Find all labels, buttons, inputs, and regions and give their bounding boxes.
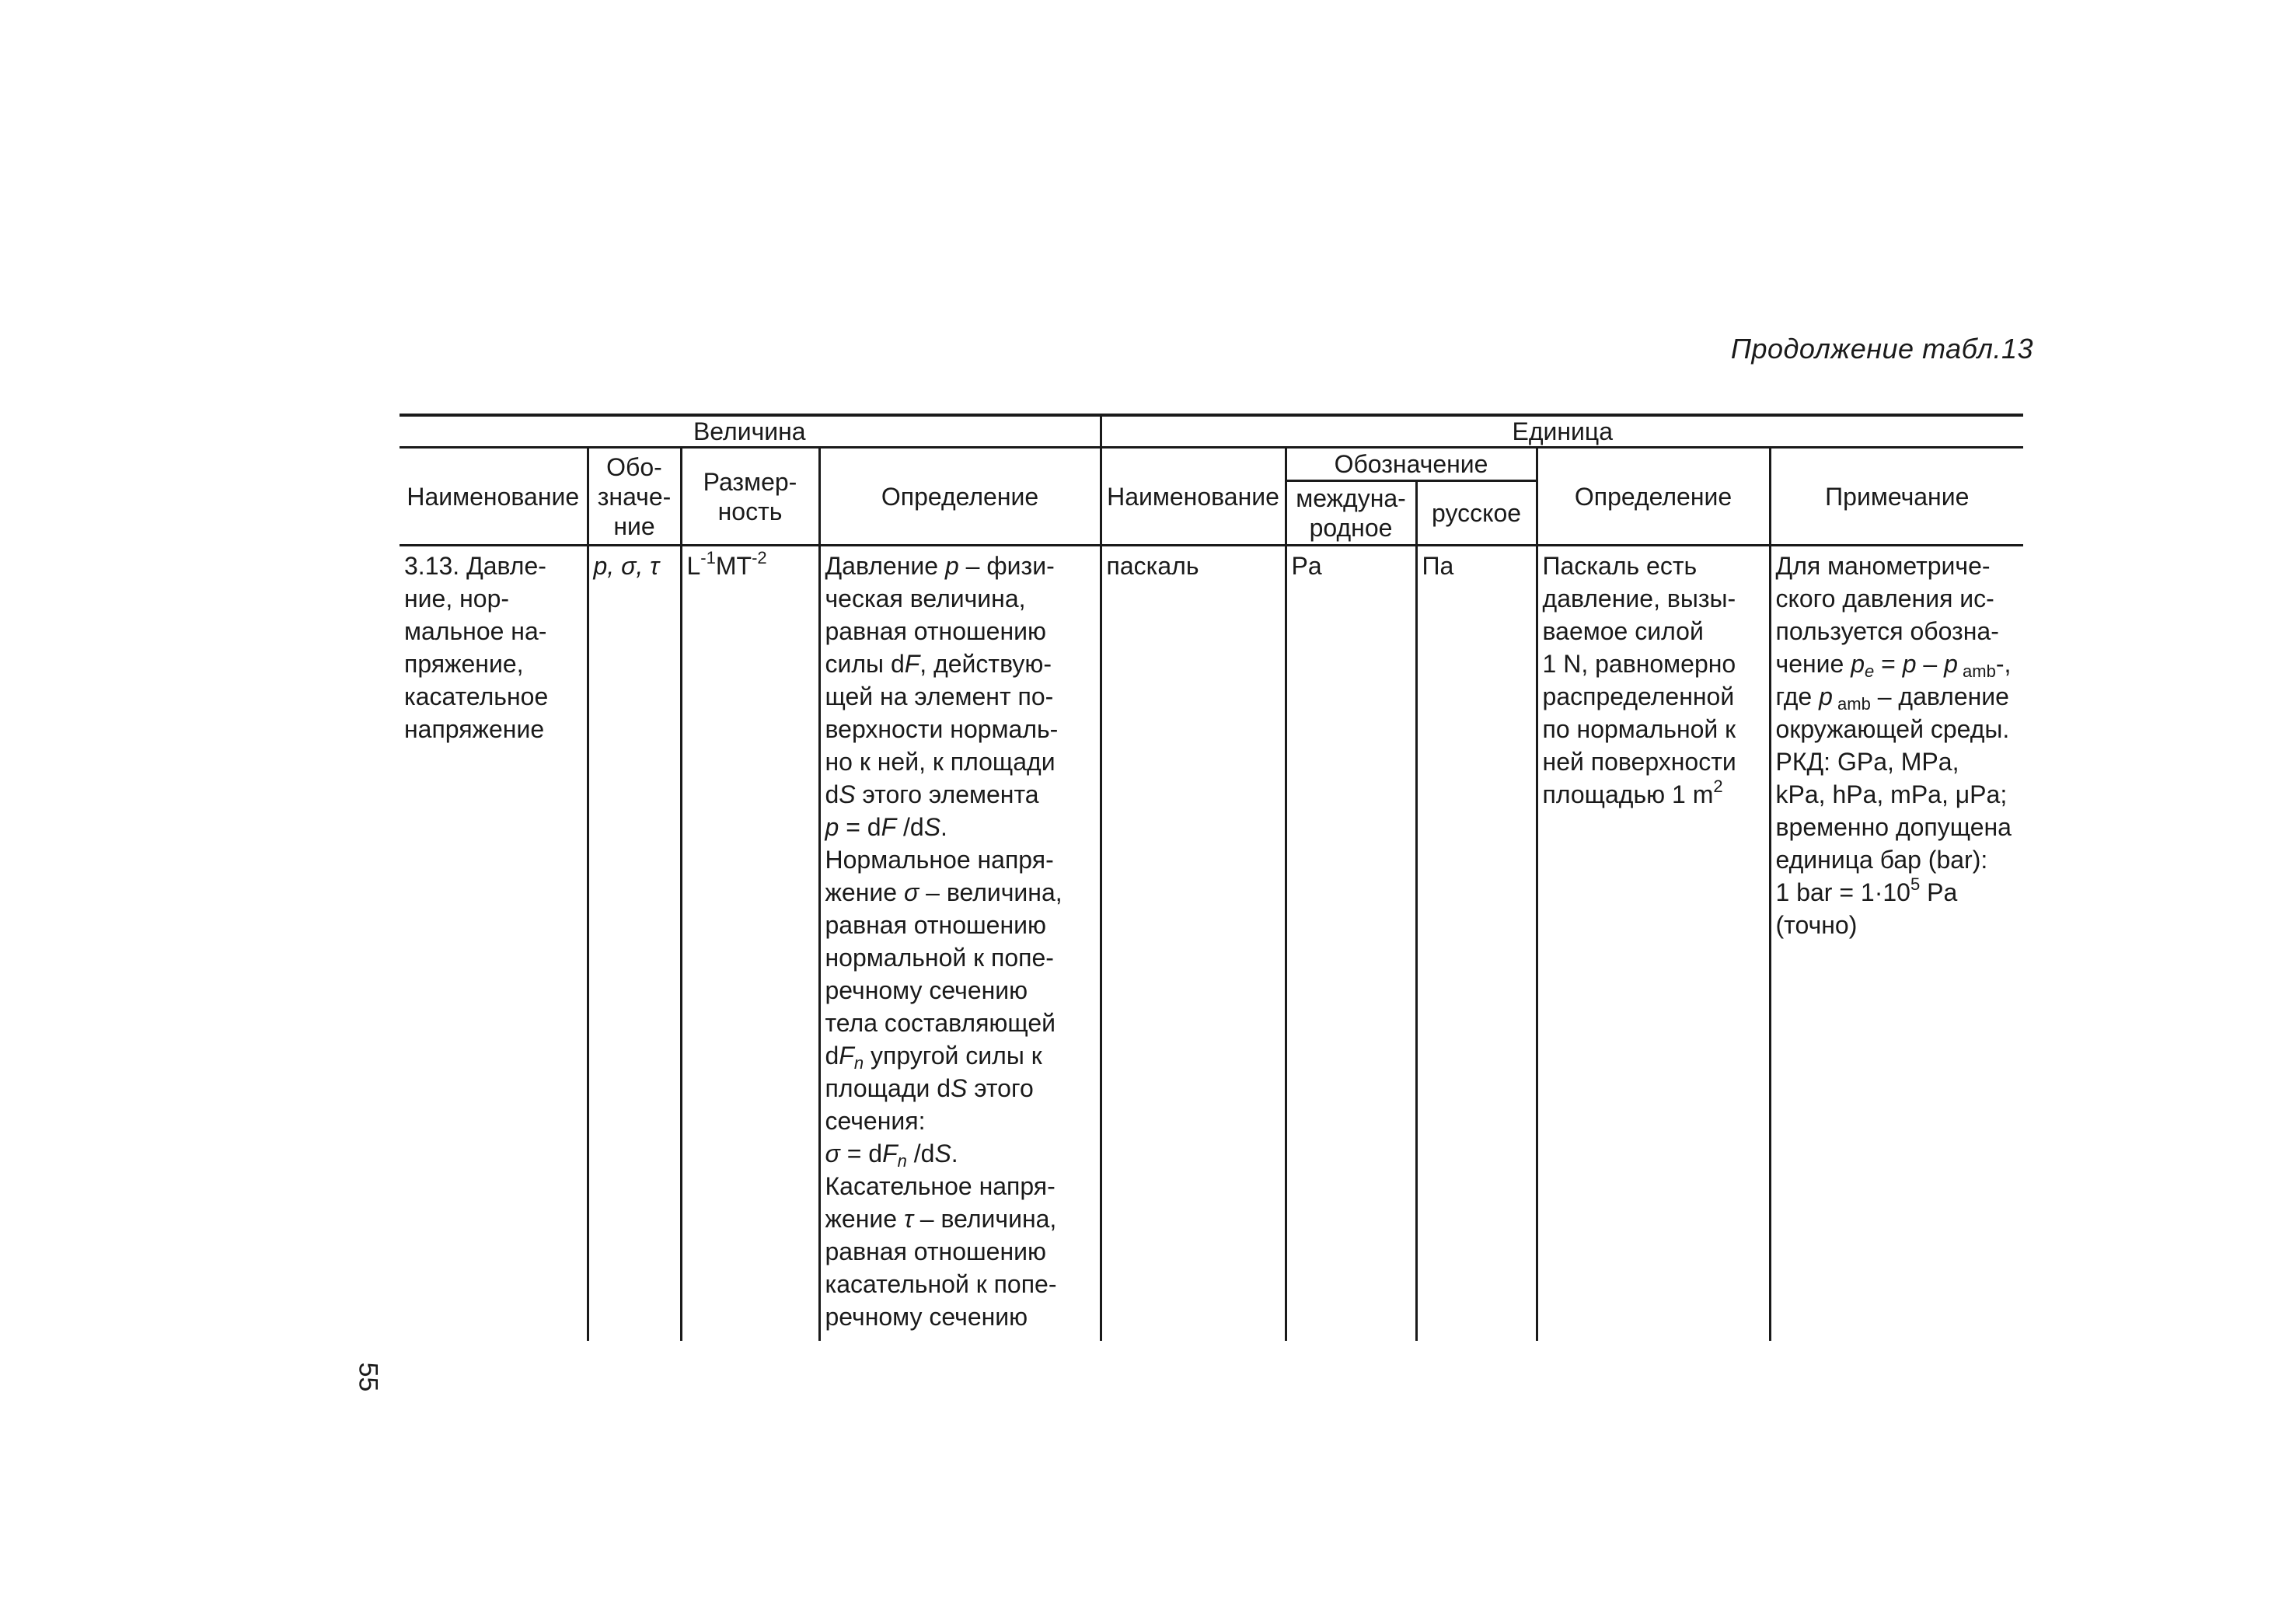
unit-def-line: распределенной (1542, 682, 1735, 710)
unit-def-line: 1 N, равномерно (1542, 650, 1736, 678)
header-dimension-line: Размер- (703, 467, 797, 496)
def-line: но к ней, к площади (825, 748, 1056, 776)
name-line: касательное (404, 682, 549, 710)
header-symbol-line: Обо- (606, 452, 662, 481)
def-line: равная отношению (825, 911, 1047, 939)
page-number: 55 (353, 1362, 383, 1392)
dimension-base-L: L (686, 552, 701, 580)
cell-note (1770, 546, 2023, 1342)
def-line: речному сечению (825, 1303, 1028, 1331)
note-line: окружающей среды. (1775, 715, 2010, 743)
dimension-base-MT: MT (715, 552, 752, 580)
header-symbol (588, 448, 681, 546)
def-formula: $\sigma = dF_n$ /dS. (825, 1140, 958, 1171)
note-line: Для манометриче- (1775, 552, 1991, 580)
dimension-exp-L: -1 (700, 548, 716, 567)
header-dimension-line: ность (717, 497, 783, 525)
header-unit-definition: Определение (1537, 448, 1770, 546)
header-international-line: междуна- (1296, 484, 1406, 512)
unit-def-line: площадью 1 $m^2$ (1542, 777, 1723, 808)
note-line: 1 bar = $1\cdot 10^5$ Pa (1775, 874, 1958, 906)
def-line: равная отношению (825, 617, 1047, 645)
header-symbol-line: значе- (597, 482, 672, 511)
def-line: верхности нормаль- (825, 715, 1059, 743)
table-caption: Продолжение табл.13 (1730, 333, 2033, 365)
note-line: где p $_{amb}$ – давление (1775, 682, 2009, 714)
name-line: пряжение, (404, 650, 524, 678)
def-line: силы dF, действую- (825, 650, 1052, 678)
def-line: речному сечению (825, 976, 1028, 1004)
header-definition: Определение (819, 448, 1101, 546)
cell-symbol: p, σ, τ (588, 546, 681, 1342)
header-designation: Обозначение (1286, 448, 1537, 481)
def-line: тела составляющей (825, 1009, 1056, 1037)
cell-international: Pa (1286, 546, 1416, 1342)
header-dimension (681, 448, 819, 546)
note-line: (точно) (1775, 911, 1858, 939)
def-line: нормальной к попе- (825, 944, 1054, 972)
def-line: щей на элемент по- (825, 682, 1054, 710)
header-quantity-group: Величина (400, 415, 1101, 448)
note-line: чение $p_e = p - p$ $_{amb}$-, (1775, 650, 2012, 681)
name-line: напряжение (404, 715, 545, 743)
header-international-line: родное (1309, 514, 1393, 542)
def-line: жение σ – величина, (825, 878, 1063, 906)
name-line: 3.13. Давле- (404, 552, 546, 580)
note-line: РКД: GPa, MPa, (1775, 748, 1959, 776)
unit-def-line: Паскаль есть (1542, 552, 1698, 580)
quantities-table-wrapper (400, 414, 2023, 1341)
def-line: площади dS этого (825, 1074, 1034, 1102)
def-line: касательной к попе- (825, 1270, 1057, 1298)
header-unit-name: Наименование (1101, 448, 1286, 546)
header-group-row (400, 415, 2023, 448)
cell-dimension (681, 546, 819, 1342)
name-line: мальное на- (404, 617, 547, 645)
def-formula: p = dF /dS. (825, 813, 947, 841)
note-line: kPa, hPa, mPa, μPa; (1775, 780, 2008, 808)
quantities-table (400, 414, 2023, 1341)
def-line: ческая величина, (825, 585, 1026, 613)
table-row (400, 546, 2023, 1342)
note-line: единица бар (bar): (1775, 846, 1988, 874)
cell-definition (819, 546, 1101, 1342)
def-line: Нормальное напря- (825, 846, 1054, 874)
cell-unit-definition (1537, 546, 1770, 1342)
def-line: Давление p – физи- (825, 552, 1055, 580)
note-line: ского давления ис- (1775, 585, 1994, 613)
header-note: Примечание (1770, 448, 2023, 546)
header-symbol-line: ние (613, 511, 655, 540)
header-unit-group: Единица (1101, 415, 2023, 448)
def-line: сечения: (825, 1107, 926, 1135)
def-line: $dF_n$ упругой силы к (825, 1042, 1042, 1073)
header-international (1286, 481, 1416, 546)
dimension-exp-T: -2 (752, 548, 767, 567)
unit-def-line: давление, вызы- (1542, 585, 1736, 613)
header-name: Наименование (400, 448, 588, 546)
def-line: равная отношению (825, 1237, 1047, 1265)
header-russian: русское (1416, 481, 1537, 546)
header-row-1 (400, 448, 2023, 481)
name-line: ние, нор- (404, 585, 510, 613)
note-line: временно допущена (1775, 813, 2012, 841)
unit-def-line: ней поверхности (1542, 748, 1736, 776)
cell-name (400, 546, 588, 1342)
unit-def-line: по нормальной к (1542, 715, 1736, 743)
def-line: dS этого элемента (825, 780, 1039, 808)
note-line: пользуется обозна- (1775, 617, 1999, 645)
def-line: жение τ – величина, (825, 1205, 1057, 1233)
cell-unit-name: паскаль (1101, 546, 1286, 1342)
cell-russian: Па (1416, 546, 1537, 1342)
unit-def-line: ваемое силой (1542, 617, 1704, 645)
def-line: Касательное напря- (825, 1172, 1056, 1200)
